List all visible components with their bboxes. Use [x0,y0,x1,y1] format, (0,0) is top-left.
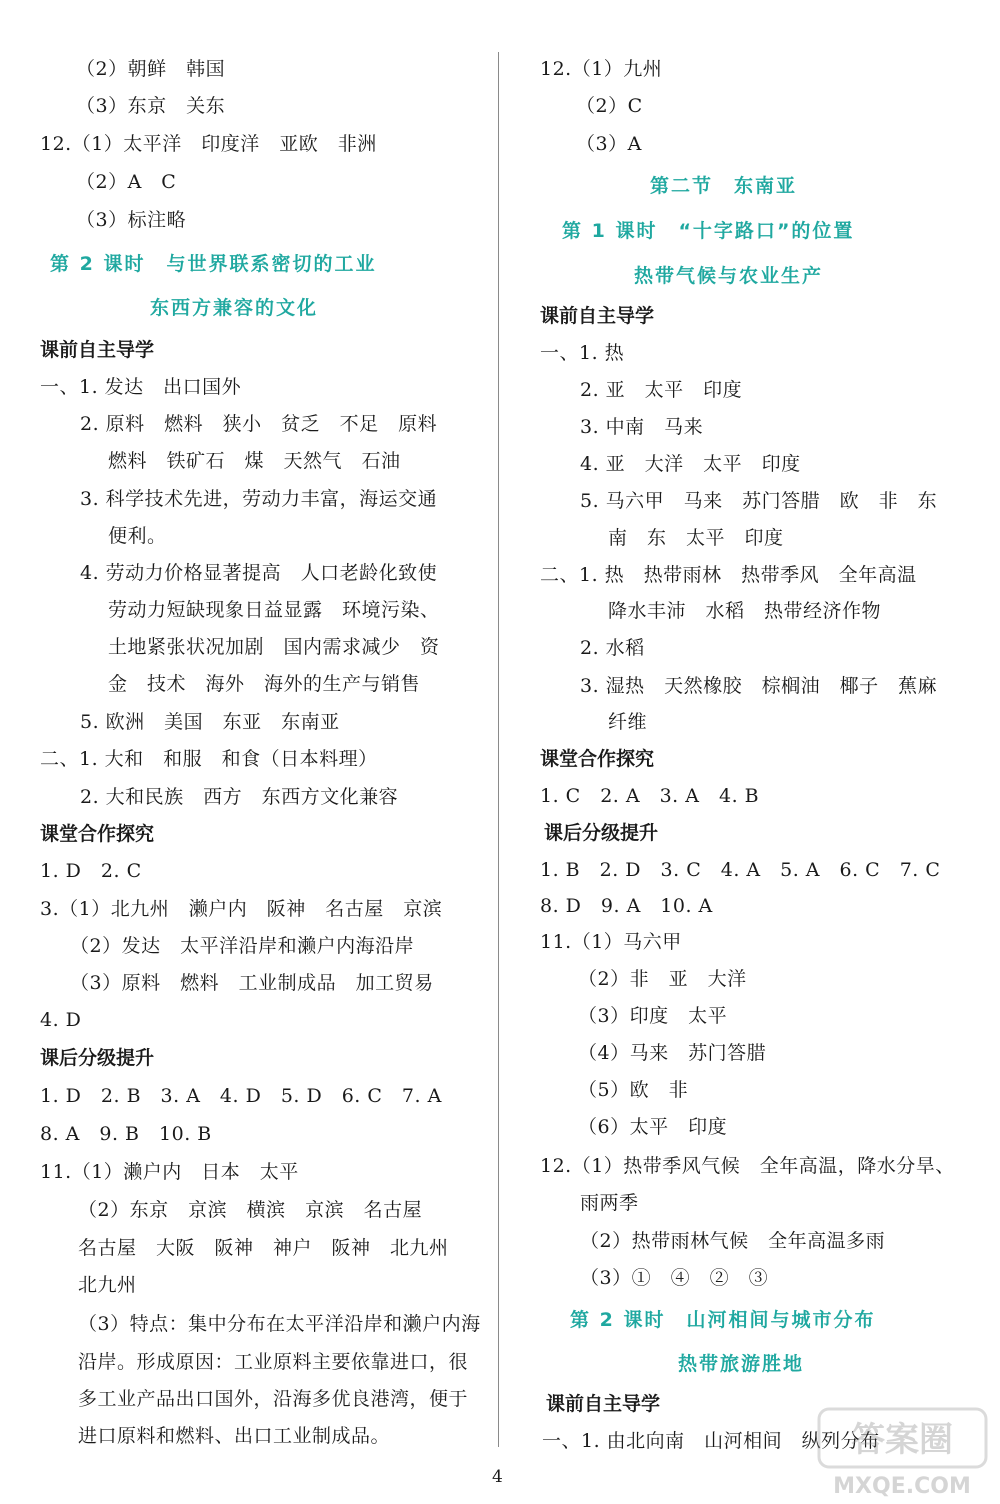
section-title: 课后分级提升 [544,822,659,844]
section-title: 课前自主导学 [540,305,655,327]
answer-line: 1. B 2. D 3. C 4. A 5. A 6. C 7. C [540,859,941,881]
answer-line: 12.（1）九州 [540,58,663,80]
answer-line: 1. C 2. A 3. A 4. B [540,785,760,807]
section-title: 课前自主导学 [40,339,155,361]
answer-line: （2）发达 太平洋沿岸和濑户内海沿岸 [70,935,415,957]
answer-line: 11.（1）马六甲 [540,931,682,953]
lesson-subheading: 热带气候与农业生产 [634,265,824,287]
section-title: 课堂合作探究 [40,823,155,845]
answer-line: （3）特点：集中分布在太平洋沿岸和濑户内海 [78,1313,481,1335]
answer-line: 一、1. 热 [540,342,625,364]
answer-line: （2）热带雨林气候 全年高温多雨 [580,1230,886,1252]
answer-line: 4. 亚 大洋 太平 印度 [580,453,801,475]
answer-line: 金 技术 海外 海外的生产与销售 [108,673,421,695]
section-title: 课堂合作探究 [540,748,655,770]
watermark-url: MXQE.COM [833,1474,971,1499]
lesson-heading: 第 1 课时 “十字路口”的位置 [562,220,855,242]
answer-line: 8. D 9. A 10. A [540,895,713,917]
answer-line: 纤维 [608,711,648,733]
answer-line: 名古屋 大阪 阪神 神户 阪神 北九州 [78,1237,449,1259]
answer-line: 1. D 2. B 3. A 4. D 5. D 6. C 7. A [40,1085,442,1107]
answer-line: 12.（1）热带季风气候 全年高温，降水分旱、 [540,1155,955,1177]
answer-line: （2）非 亚 大洋 [578,968,747,990]
answer-line: 11.（1）濑户内 日本 太平 [40,1161,299,1183]
answer-line: 二、1. 热 热带雨林 热带季风 全年高温 [540,564,917,586]
lesson-subheading: 东西方兼容的文化 [150,297,319,319]
answer-line: （3）原料 燃料 工业制成品 加工贸易 [70,972,434,994]
answer-line: 3.（1）北九州 濑户内 阪神 名古屋 京滨 [40,898,443,920]
answer-line: 2. 原料 燃料 狭小 贫乏 不足 原料 [80,413,438,435]
answer-line: 进口原料和燃料、出口工业制成品。 [78,1425,391,1447]
answer-line: 3. 湿热 天然橡胶 棕榈油 椰子 蕉麻 [580,675,938,697]
answer-line: 南 东 太平 印度 [608,527,784,549]
answer-line: 土地紧张状况加剧 国内需求减少 资 [108,636,440,658]
answer-line: （3）① ④ ② ③ [580,1267,769,1289]
watermark-text: 答案圈 [851,1420,953,1460]
watermark-logo [815,1405,990,1500]
answer-line: 3. 科学技术先进，劳动力丰富，海运交通 [80,488,438,510]
answer-line: 12.（1）太平洋 印度洋 亚欧 非洲 [40,133,377,155]
answer-line: （2）A C [76,171,177,193]
answer-line: 8. A 9. B 10. B [40,1123,212,1145]
lesson-heading: 第 2 课时 山河相间与城市分布 [570,1309,876,1331]
answer-line: （3）A [576,133,642,155]
answer-line: 2. 水稻 [580,637,645,659]
answer-line: （2）C [576,95,643,117]
answer-line: （2）朝鲜 韩国 [76,58,226,80]
answer-line: （2）东京 京滨 横滨 京滨 名古屋 [78,1199,423,1221]
answer-line: 一、1. 发达 出口国外 [40,376,242,398]
answer-line: 降水丰沛 水稻 热带经济作物 [608,600,882,622]
answer-line: （5）欧 非 [578,1079,689,1101]
answer-line: 一、1. 由北向南 山河相间 纵列分布 [542,1430,880,1452]
answer-line: 燃料 铁矿石 煤 天然气 石油 [108,450,401,472]
answer-line: （6）太平 印度 [578,1116,728,1138]
answer-line: 2. 亚 太平 印度 [580,379,743,401]
lesson-subheading: 热带旅游胜地 [678,1353,805,1375]
answer-line: （4）马来 苏门答腊 [578,1042,767,1064]
answer-line: 北九州 [78,1274,137,1296]
answer-line: 4. 劳动力价格显著提高 人口老龄化致使 [80,562,438,584]
answer-line: 二、1. 大和 和服 和食（日本料理） [40,748,378,770]
answer-line: 4. D [40,1009,82,1031]
answer-line: （3）印度 太平 [578,1005,728,1027]
answer-line: 沿岸。形成原因：工业原料主要依靠进口，很 [78,1351,469,1373]
lesson-heading: 第 2 课时 与世界联系密切的工业 [50,253,377,275]
answer-line: （3）标注略 [76,209,187,231]
answer-line: 5. 欧洲 美国 东亚 东南亚 [80,711,340,733]
answer-line: 3. 中南 马来 [580,416,704,438]
section-title: 课前自主导学 [546,1393,661,1415]
column-divider [498,52,499,1447]
answer-line: 5. 马六甲 马来 苏门答腊 欧 非 东 [580,490,938,512]
answer-line: 2. 大和民族 西方 东西方文化兼容 [80,786,399,808]
page-number: 4 [492,1467,503,1487]
answer-line: 多工业产品出口国外，沿海多优良港湾，便于 [78,1388,469,1410]
answer-line: 雨两季 [580,1192,639,1214]
answer-line: 便利。 [108,525,167,547]
answer-line: 劳动力短缺现象日益显露 环境污染、 [108,599,440,621]
section-title: 课后分级提升 [40,1047,155,1069]
answer-line: 1. D 2. C [40,860,142,882]
section-heading: 第二节 东南亚 [650,175,798,197]
answer-line: （3）东京 关东 [76,95,226,117]
